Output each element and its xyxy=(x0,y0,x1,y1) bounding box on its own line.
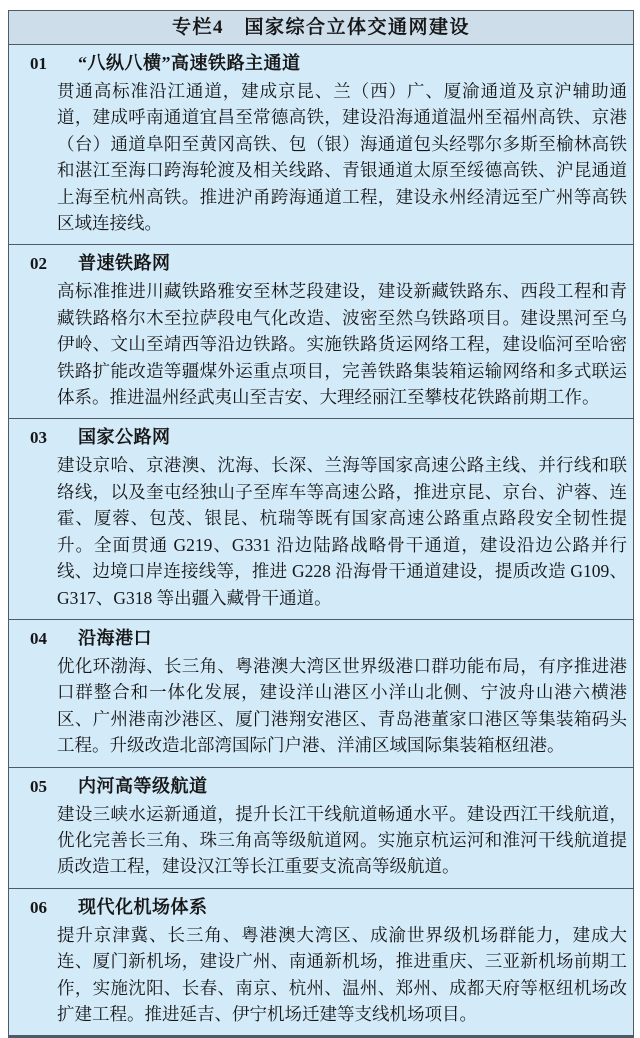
section-number: 04 xyxy=(30,628,47,648)
section-number: 02 xyxy=(30,254,47,274)
section-heading-row xyxy=(9,894,633,921)
section-heading: 内河高等级航道 xyxy=(78,775,208,796)
section-heading: 国家公路网 xyxy=(78,427,171,448)
section-body: 高标准推进川藏铁路雅安至林芝段建设，建设新藏铁路东、西段工程和青藏铁路格尔木至拉萨段电气化改造、波密至然乌铁路项目。建设黑河至乌伊岭、文山至靖西等沿边铁路。实施铁路货运网络工程，建设临河至哈密铁路扩能改造等疆煤外运重点项目，完善铁路集装箱运输网络和多式联运体系。推进温州经武夷山至吉安、大理经丽江至攀枝花铁路前期工作。 xyxy=(57,281,627,408)
section-body: 建设京哈、京港澳、沈海、长深、兰海等国家高速公路主线、并行线和联络线，以及奎屯经独山子至库车等高速公路，推进京昆、京台、沪蓉、连霍、厦蓉、包茂、银昆、杭瑞等既有国家高速公路重点路段安全韧性提升。全面贯通 G219、G331 沿边陆路战略骨干通道，建设沿边公路并行线、边境口岸连接线等，推进 G228 沿海骨干通道建设，提质改造 G109、G317、G318 等出疆入藏骨干通道。 xyxy=(57,455,627,608)
section-number: 05 xyxy=(30,776,47,796)
section xyxy=(9,244,633,418)
section-body: 贯通高标准沿江通道，建成京昆、兰（西）广、厦渝通道及京沪辅助通道，建成呼南通道宜昌至常德高铁，建设沿海通道温州至福州高铁、京港（台）通道阜阳至黄冈高铁、包（银）海通道包头经鄂尔多斯至榆林高铁和湛江至海口跨海轮渡及相关线路、青银通道太原至绥德高铁、沪昆通道上海至杭州高铁。推进沪甬跨海通道工程，建设永州经清远至广州等高铁区域连接线。 xyxy=(57,81,627,234)
section xyxy=(9,619,633,767)
section-number: 06 xyxy=(30,897,47,917)
section-heading: 现代化机场体系 xyxy=(78,896,208,917)
section-list xyxy=(9,45,633,1035)
section xyxy=(9,418,633,618)
section xyxy=(9,45,633,244)
section-heading: 普速铁路网 xyxy=(78,253,171,274)
section-body: 建设三峡水运新通道，提升长江干线航道畅通水平。建设西江干线航道，优化完善长三角、珠三角高等级航道网。实施京杭运河和淮河干线航道提质改造工程，建设汉江等长江重要支流高等级航道。 xyxy=(57,803,627,877)
section-heading-row xyxy=(9,625,633,652)
section-heading: 沿海港口 xyxy=(78,627,152,648)
section-number: 03 xyxy=(30,428,47,448)
section-number: 01 xyxy=(30,54,47,73)
section-heading-row xyxy=(9,773,633,800)
section-heading-row xyxy=(9,424,633,451)
panel-title: 专栏4 国家综合立体交通网建设 xyxy=(9,11,633,45)
section-heading-row xyxy=(9,50,633,77)
section-heading: “八纵八横”高速铁路主通道 xyxy=(78,53,301,73)
column4-panel xyxy=(8,10,634,1038)
section-body: 优化环渤海、长三角、粤港澳大湾区世界级港口群功能布局，有序推进港口群整合和一体化发展，建设洋山港区小洋山北侧、宁波舟山港六横港区、广州港南沙港区、厦门港翔安港区、青岛港董家口港区等集装箱码头工程。升级改造北部湾国际门户港、洋浦区域国际集装箱枢纽港。 xyxy=(57,655,627,756)
section-heading-row xyxy=(9,250,633,277)
section xyxy=(9,767,633,888)
section-body: 提升京津冀、长三角、粤港澳大湾区、成渝世界级机场群能力，建成大连、厦门新机场，建设广州、南通新机场，推进重庆、三亚新机场前期工作，实施沈阳、长春、南京、杭州、温州、郑州、成都天府等枢纽机场改扩建工程。推进延吉、伊宁机场迁建等支线机场项目。 xyxy=(57,924,627,1024)
section xyxy=(9,888,633,1036)
